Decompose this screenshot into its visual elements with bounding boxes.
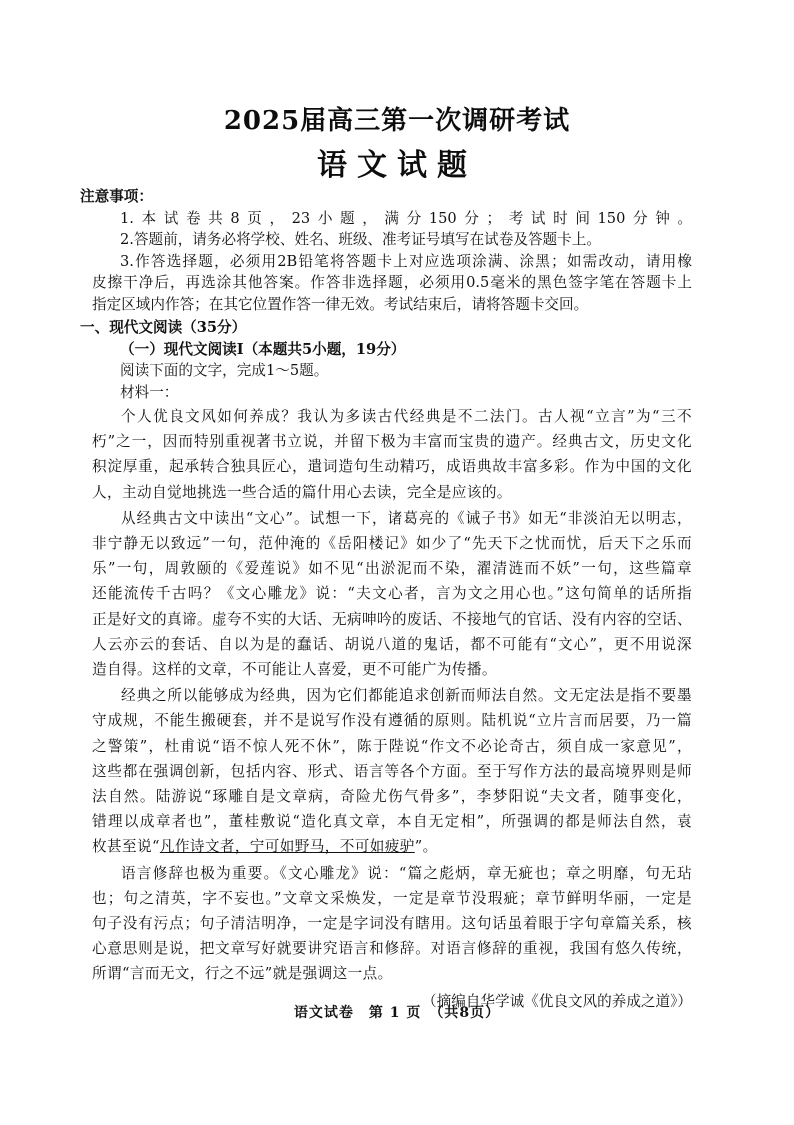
text-line: 从经典古文中读出“文心”。试想一下，诸葛亮的《诫子书》如无“非淡泊无以明志， — [121, 509, 692, 527]
text-line: 个人优良文风如何养成？我认为多读古代经典是不二法门。古人视“立言”为“三不 — [121, 408, 692, 425]
exam-content — [80, 186, 692, 1014]
text-line: 也；句之清英，字不妄也。”文章文采焕发，一定是章节没瑕疵；章节鲜明华丽，一定是 — [92, 889, 692, 907]
reading-instruction: 阅读下面的文字，完成1～5题。 — [120, 362, 329, 379]
text-after-quote: ”。 — [414, 838, 438, 856]
text-line: 法自然。陆游说“琢雕自是文章病，奇险尤伤气骨多”，李梦阳说“夫文者，随事变化， — [92, 788, 692, 806]
text-line: 造自得。这样的文章，不可能让人喜爱，更不可能广为传播。 — [92, 661, 497, 679]
text-line: 乐”一句，周敦颐的《爱莲说》如不见“出淤泥而不染，濯清涟而不妖”一句，这些篇章 — [92, 560, 692, 578]
text-line: 人云亦云的套话、自以为是的蠢话、胡说八道的鬼话，都不可能有“文心”，更不用说深 — [92, 635, 692, 653]
text-line: 句子没有污点；句子清洁明净，一定是字词没有瞎用。这句话虽着眼于字句章篇关系，核 — [92, 915, 692, 933]
text-line: 这些都在强调创新，包括内容、形式、语言等各个方面。至于写作方法的最高境界则是师 — [92, 762, 692, 780]
paragraph-1 — [92, 404, 692, 505]
text-line-with-underline — [92, 834, 692, 859]
note-item: 2.答题前，请务必将学校、姓名、班级、准考证号填写在试卷及答题卡上。 — [120, 231, 601, 248]
section-heading: 一、现代文阅读（35分） — [80, 319, 247, 336]
text-line: 朽”之一，因而特别重视著书立说，并留下极为丰富而宝贵的遗产。经典古文，历史文化 — [92, 433, 692, 451]
paragraph-2 — [92, 506, 692, 682]
underlined-quote: 凡作诗文者，宁可如野马，不可如疲驴 — [159, 838, 415, 856]
subsection-heading: （一）现代文阅读Ⅰ（本题共5小题，19分） — [120, 340, 406, 358]
note-item: 3.作答选择题，必须用2B铅笔将答题卡上对应选项涂满、涂黑；如需改动，请用橡 — [120, 252, 692, 270]
paragraph-3 — [92, 683, 692, 859]
text-line: 心意思则是说，把文章写好就要讲究语言和修辞。对语言修辞的重视，我国有悠久传统， — [92, 940, 692, 958]
subject-title: 语文试题 — [317, 148, 477, 183]
notes-heading: 注意事项： — [80, 188, 153, 205]
text-line: 之警策”，杜甫说“语不惊人死不休”，陈于陛说“作文不必论奇古，须自成一家意见”， — [92, 737, 692, 755]
exam-title: 2025届高三第一次调研考试 — [223, 106, 571, 136]
text-line: 所谓“言而无文，行之不远”就是强调这一点。 — [92, 965, 393, 983]
text-line: 语言修辞也极为重要。《文心雕龙》说：“篇之彪炳，章无疵也；章之明靡，句无玷 — [121, 864, 692, 882]
text-line: 还能流传千古吗？《文心雕龙》说：“夫文心者，言为文之用心也。”这句简单的话所指 — [92, 585, 692, 603]
note-item: 指定区域内作答；在其它位置作答一律无效。考试结束后，请将答题卡交回。 — [92, 295, 589, 313]
page-footer: 语文试卷 第 1 页 （共8页） — [293, 1005, 501, 1021]
source-citation: （摘编自华学诚《优良文风的养成之道》） — [422, 992, 692, 1010]
paragraph-4 — [92, 861, 692, 987]
text-line: 错理以成章者也”，董桂敷说“造化真文章，本自无定相”，所强调的都是师法自然，袁 — [92, 813, 692, 831]
text-line: 人，主动自觉地挑选一些合适的篇什用心去读，完全是应该的。 — [92, 483, 512, 501]
text-before-quote: 枚甚至说“ — [92, 838, 160, 856]
text-line: 非宁静无以致远”一句，范仲淹的《岳阳楼记》如少了“先天下之忧而忧，后天下之乐而 — [92, 535, 692, 553]
text-line: 积淀厚重，起承转合独具匠心，遣词造句生动精巧，成语典故丰富多彩。作为中国的文化 — [92, 458, 692, 476]
material-label: 材料一： — [120, 383, 179, 401]
note-item: 1.本试卷共8页，23小题，满分150分；考试时间150分钟。 — [120, 209, 692, 227]
text-line: 守成规，不能生搬硬套，并不是说写作没有遵循的原则。陆机说“立片言而居要，乃一篇 — [92, 712, 692, 730]
text-line: 经典之所以能够成为经典，因为它们都能追求创新而师法自然。文无定法是指不要墨 — [121, 687, 692, 705]
notes-list — [92, 208, 692, 316]
text-line: 正是好文的真谛。虚夸不实的大话、无病呻吟的废话、不接地气的官话、没有内容的空话、 — [92, 610, 692, 628]
note-item: 皮擦干净后，再选涂其他答案。作答非选择题，必须用0.5毫米的黑色签字笔在答题卡上 — [92, 274, 692, 291]
